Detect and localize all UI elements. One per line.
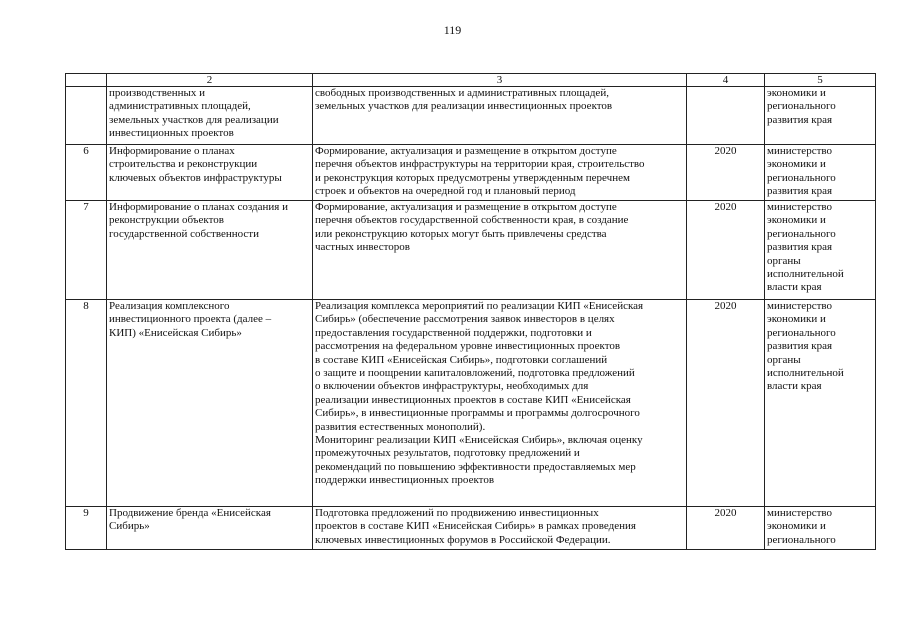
table-header-row bbox=[66, 74, 876, 87]
text-line: развития края bbox=[767, 241, 833, 254]
deadline-year: 2020 bbox=[687, 300, 765, 507]
text-line: развития края bbox=[767, 113, 833, 126]
table-row bbox=[66, 145, 876, 201]
text-line: Сибирь», в инвестиционные программы и программы долгосрочного bbox=[315, 407, 640, 420]
text-line: Реализация комплексного bbox=[109, 300, 230, 312]
deadline-year: 2020 bbox=[687, 145, 765, 201]
measure-content bbox=[313, 87, 687, 145]
text-line: ключевых инвестиционных форумов в Российской Федерации. bbox=[315, 533, 611, 546]
text-line: регионального bbox=[767, 171, 836, 184]
text-line: Информирование о планах создания и bbox=[109, 201, 288, 213]
measure-name bbox=[107, 507, 313, 550]
page-number: 119 bbox=[443, 23, 462, 37]
table-row bbox=[66, 87, 876, 145]
table-row bbox=[66, 201, 876, 300]
column-header-content: 3 bbox=[313, 74, 687, 87]
text-line: свободных производственных и административных площадей, bbox=[315, 87, 609, 99]
text-line: о включении объектов инфраструктуры, необходимых для bbox=[315, 380, 589, 393]
text-line: регионального bbox=[767, 533, 836, 546]
responsible-executor bbox=[765, 87, 876, 145]
measure-name bbox=[107, 300, 313, 507]
measure-name bbox=[107, 87, 313, 145]
row-number: 8 bbox=[66, 300, 107, 507]
column-header-responsible: 5 bbox=[765, 74, 876, 87]
text-line: Подготовка предложений по продвижению инвестиционных bbox=[315, 507, 599, 519]
text-line: развития естественных монополий). bbox=[315, 420, 486, 433]
text-line: инвестиционных проектов bbox=[109, 127, 234, 140]
text-line: реконструкции объектов bbox=[109, 214, 224, 227]
text-line: экономики и bbox=[767, 214, 826, 227]
text-line: частных инвесторов bbox=[315, 241, 410, 254]
row-number: 6 bbox=[66, 145, 107, 201]
text-line: Мониторинг реализации КИП «Енисейская Сибирь», включая оценку bbox=[315, 434, 643, 447]
responsible-executor bbox=[765, 145, 876, 201]
text-line: реализации инвестиционных проектов в составе КИП «Енисейская bbox=[315, 393, 631, 406]
text-line: развития края bbox=[767, 185, 833, 198]
text-line: Формирование, актуализация и размещение в открытом доступе bbox=[315, 201, 617, 213]
text-line: поддержки инвестиционных проектов bbox=[315, 474, 495, 487]
text-line: земельных участков для реализации инвестиционных проектов bbox=[315, 100, 613, 113]
table-row bbox=[66, 300, 876, 507]
text-line: экономики и bbox=[767, 520, 826, 533]
text-line: государственной собственности bbox=[109, 227, 259, 240]
measure-content bbox=[313, 300, 687, 507]
measure-content bbox=[313, 201, 687, 300]
text-line: инвестиционного проекта (далее – bbox=[109, 313, 272, 326]
text-line: министерство bbox=[767, 300, 833, 312]
text-line: предоставления государственной поддержки, подготовки и bbox=[315, 326, 592, 339]
text-line: регионального bbox=[767, 100, 836, 113]
text-line: в составе КИП «Енисейская Сибирь», подготовки соглашений bbox=[315, 353, 608, 366]
text-line: власти края bbox=[767, 281, 822, 294]
text-line: органы bbox=[767, 353, 801, 366]
text-line: Формирование, актуализация и размещение в открытом доступе bbox=[315, 145, 617, 157]
table-row bbox=[66, 507, 876, 550]
text-line: ключевых объектов инфраструктуры bbox=[109, 171, 282, 184]
text-line: Реализация комплекса мероприятий по реализации КИП «Енисейская bbox=[315, 300, 644, 312]
text-line: и реконструкция которых предусмотрены утвержденным перечнем bbox=[315, 171, 630, 184]
text-line: КИП) «Енисейская Сибирь» bbox=[109, 326, 242, 339]
responsible-executor bbox=[765, 507, 876, 550]
text-line: регионального bbox=[767, 227, 836, 240]
text-line: Информирование о планах bbox=[109, 145, 235, 157]
text-line: Сибирь» (обеспечение рассмотрения заявок инвесторов в целях bbox=[315, 313, 615, 326]
text-line: рекомендаций по повышению эффективности предоставляемых мер bbox=[315, 460, 636, 473]
text-line: проектов в составе КИП «Енисейская Сибирь» в рамках проведения bbox=[315, 520, 636, 533]
row-number bbox=[66, 87, 107, 145]
text-line: перечня объектов государственной собственности края, в создание bbox=[315, 214, 629, 227]
measure-content bbox=[313, 145, 687, 201]
text-line: строек и объектов на очередной год и плановый период bbox=[315, 185, 576, 198]
text-line: экономики и bbox=[767, 87, 826, 99]
text-line: строительства и реконструкции bbox=[109, 158, 258, 171]
text-line: или реконструкцию которых могут быть привлечены средства bbox=[315, 227, 607, 240]
text-line: промежуточных результатов, подготовку предложений и bbox=[315, 447, 580, 460]
text-line: власти края bbox=[767, 380, 822, 393]
text-line: исполнительной bbox=[767, 268, 844, 281]
responsible-executor bbox=[765, 201, 876, 300]
text-line: регионального bbox=[767, 326, 836, 339]
text-line: органы bbox=[767, 254, 801, 267]
text-line: министерство bbox=[767, 145, 833, 157]
column-header-measure: 2 bbox=[107, 74, 313, 87]
text-line: административных площадей, bbox=[109, 100, 251, 113]
text-line: развития края bbox=[767, 340, 833, 353]
text-line: Сибирь» bbox=[109, 520, 150, 533]
text-line: министерство bbox=[767, 507, 833, 519]
text-line: экономики и bbox=[767, 313, 826, 326]
text-line: производственных и bbox=[109, 87, 206, 99]
deadline-year: 2020 bbox=[687, 201, 765, 300]
row-number: 9 bbox=[66, 507, 107, 550]
measure-name bbox=[107, 145, 313, 201]
measures-table bbox=[65, 73, 876, 550]
row-number: 7 bbox=[66, 201, 107, 300]
text-line: рассмотрения на федеральном уровне инвестиционных проектов bbox=[315, 340, 621, 353]
text-line: экономики и bbox=[767, 158, 826, 171]
text-line: министерство bbox=[767, 201, 833, 213]
text-line: перечня объектов инфраструктуры на территории края, строительство bbox=[315, 158, 645, 171]
column-header-deadline: 4 bbox=[687, 74, 765, 87]
deadline-year: 2020 bbox=[687, 507, 765, 550]
text-line: земельных участков для реализации bbox=[109, 113, 279, 126]
column-header-number bbox=[66, 74, 107, 87]
text-line: исполнительной bbox=[767, 367, 844, 380]
text-line: о защите и поощрении капиталовложений, подготовка предложений bbox=[315, 367, 635, 380]
measure-content bbox=[313, 507, 687, 550]
responsible-executor bbox=[765, 300, 876, 507]
deadline-year bbox=[687, 87, 765, 145]
measure-name bbox=[107, 201, 313, 300]
text-line: Продвижение бренда «Енисейская bbox=[109, 507, 271, 519]
